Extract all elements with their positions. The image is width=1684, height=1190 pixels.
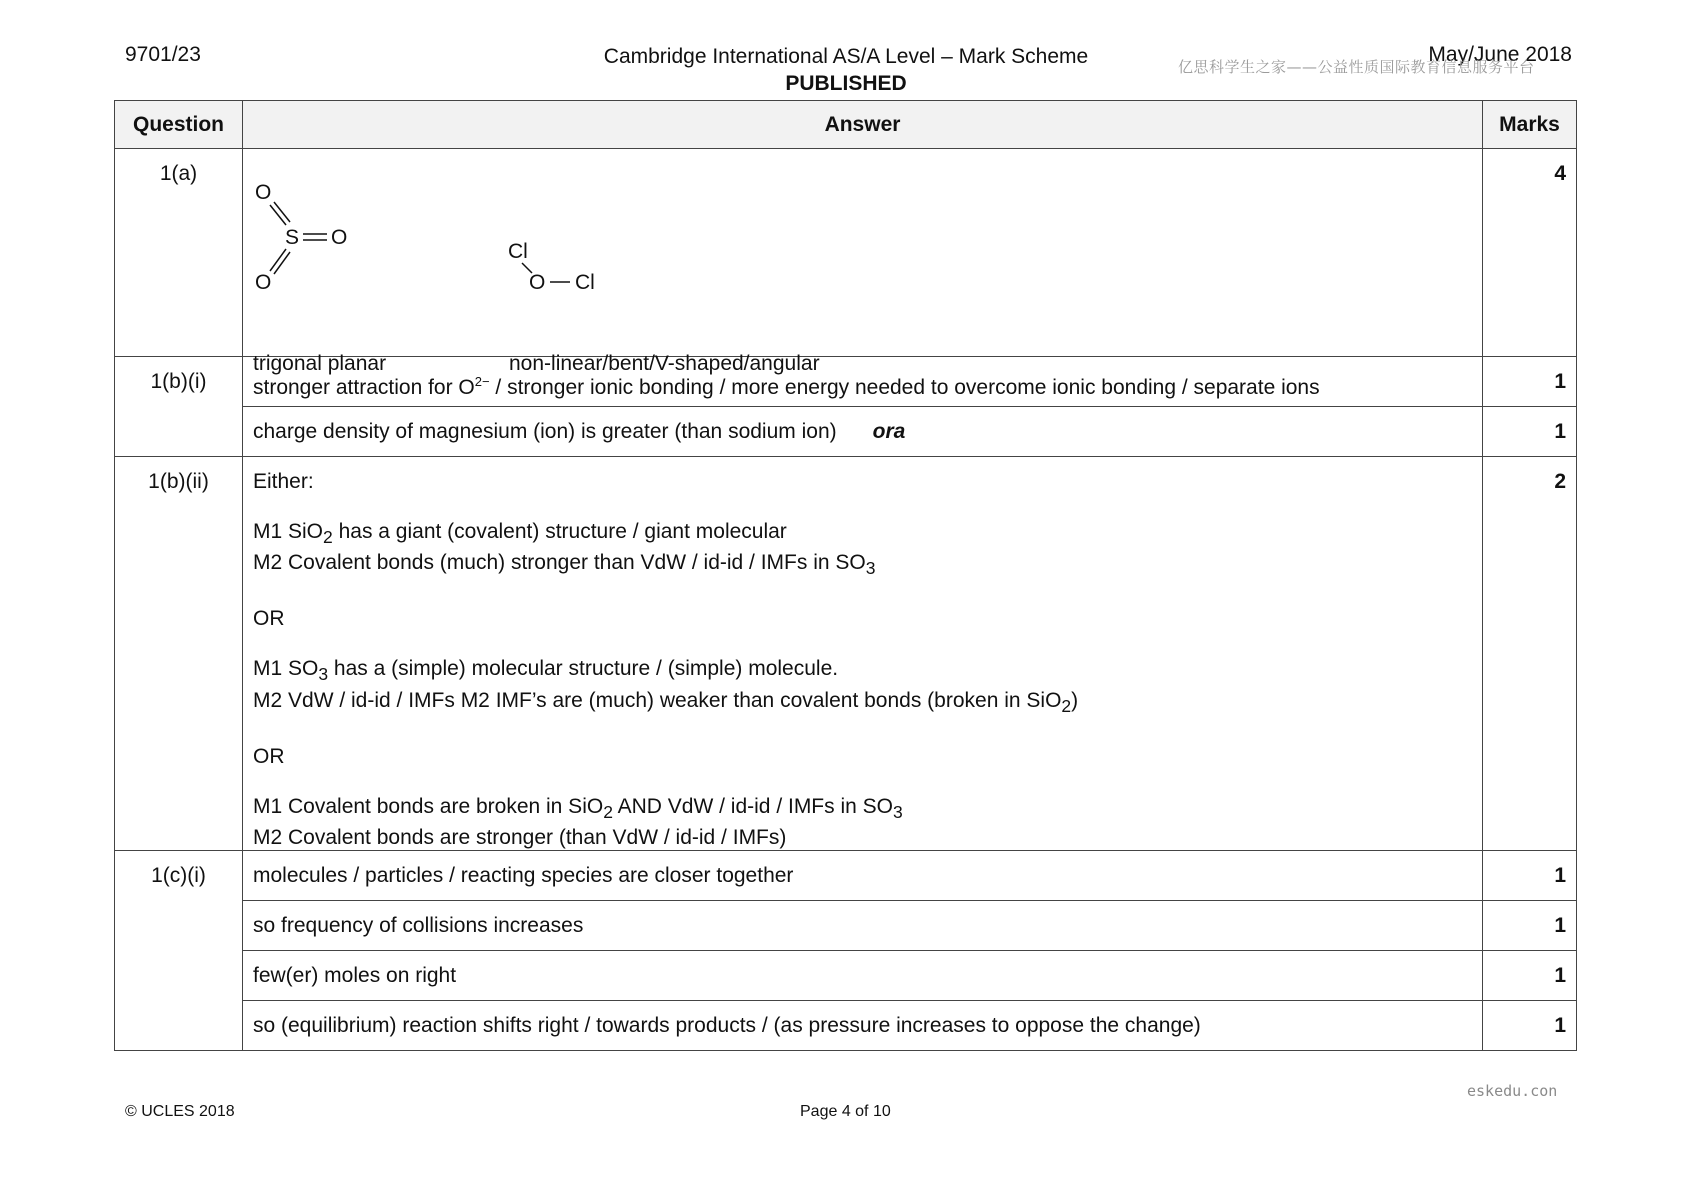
subscript: 3 [865,558,876,579]
watermark-site: eskedu.con [1467,1082,1558,1100]
so3-top-oxygen: O [255,181,272,204]
title-text: Cambridge International AS/A Level – Mark Scheme [603,45,1089,68]
answer-text: / stronger ionic bonding / more energy needed to overcome ionic bonding / separate ions [489,376,1320,399]
answer-text: ) [1071,688,1079,712]
question-number: 1(c)(i) [115,850,243,1050]
answer-cell: so (equilibrium) reaction shifts right / towards products / (as pressure increases to oppose the change) [243,1000,1483,1050]
subscript: 2 [1061,695,1072,716]
cl2o-shape: non-linear/bent/V-shaped/angular [509,352,820,375]
copyright: © UCLES 2018 [125,1103,235,1120]
header-marks: Marks [1483,101,1577,149]
answer-text: M2 VdW / id-id / IMFs M2 IMF’s are (much) weaker than covalent bonds (broken in SiO [253,688,1062,712]
table-row-1a [115,149,1577,357]
option3-m2 [253,825,1472,850]
paper-code: 9701/23 [125,43,201,66]
header-question: Question [115,101,243,149]
answer-cell [243,357,1483,407]
so3-sulfur: S [285,226,300,249]
subscript: 2 [603,801,613,822]
option1-m1 [253,519,1472,550]
answer-text: has a (simple) molecular structure / (simple) molecule. [328,657,839,681]
table-row-1ci-3 [115,950,1577,1000]
table-row-1ci-2 [115,900,1577,950]
exam-session: May/June 2018 [1428,43,1572,66]
charge-superscript: 2− [474,374,490,389]
either-label: Either: [253,470,314,493]
marks-value: 1 [1483,900,1577,950]
question-number: 1(b)(i) [115,357,243,457]
table-row-1bii [115,457,1577,851]
or-label: OR [253,607,285,631]
marks-value: 1 [1483,357,1577,407]
answer-text: M2 Covalent bonds are stronger (than VdW / id-id / IMFs) [253,825,787,849]
cl2o-single-bond-1 [522,263,532,273]
question-number: 1(b)(ii) [115,457,243,851]
marks-value: 2 [1483,457,1577,851]
option2-m2 [253,688,1472,719]
table-row-1bi-2 [115,407,1577,457]
question-number: 1(a) [115,149,243,357]
so3-shape: trigonal planar [253,352,387,375]
answer-text: M2 Covalent bonds (much) stronger than VdW / id-id / IMFs in SO [253,551,866,575]
answer-text: M1 Covalent bonds are broken in SiO [253,794,604,818]
answer-text: has a giant (covalent) structure / giant molecular [332,520,787,543]
answer-text: M1 SiO [253,520,324,543]
published-label: PUBLISHED [785,72,907,95]
answer-cell: molecules / particles / reacting species are closer together [243,850,1483,900]
watermark-chinese: 亿思科学生之家——公益性质国际教育信息服务平台 [1178,58,1535,76]
table-row-1ci-1 [115,850,1577,900]
document-title [500,43,1192,97]
table-header-row [115,101,1577,149]
answer-text: charge density of magnesium (ion) is greater (than sodium ion) [253,420,837,443]
structures-diagram [253,161,1472,375]
mark-scheme-table [114,100,1577,1051]
answer-text: M1 SO [253,657,319,681]
answer-cell: few(er) moles on right [243,950,1483,1000]
so3-right-oxygen: O [331,226,348,249]
option1-m2 [253,550,1472,581]
cl2o-chlorine-2: Cl [575,271,595,294]
answer-cell [243,407,1483,457]
marks-value: 1 [1483,850,1577,900]
so3-bottom-oxygen: O [255,271,272,294]
subscript: 3 [318,664,329,685]
answer-text: stronger attraction for O [253,376,475,399]
marks-value: 1 [1483,950,1577,1000]
option2-m1 [253,656,1472,687]
header-answer: Answer [243,101,1483,149]
answer-cell [243,149,1483,375]
option3-m1 [253,794,1472,825]
marks-value: 1 [1483,1000,1577,1050]
cl2o-oxygen: O [529,271,546,294]
marks-value: 4 [1483,149,1577,357]
molecule-drawings [253,161,673,311]
subscript: 3 [893,801,903,822]
answer-text: AND VdW / id-id / IMFs in SO [612,794,893,818]
marks-value: 1 [1483,407,1577,457]
subscript: 2 [323,527,333,548]
answer-cell [243,457,1483,851]
page-number: Page 4 of 10 [800,1103,891,1120]
table-row-1ci-4 [115,1000,1577,1050]
cl2o-chlorine-1: Cl [508,240,528,263]
answer-cell: so frequency of collisions increases [243,900,1483,950]
ora-note: ora [872,420,906,443]
or-label: OR [253,744,285,768]
